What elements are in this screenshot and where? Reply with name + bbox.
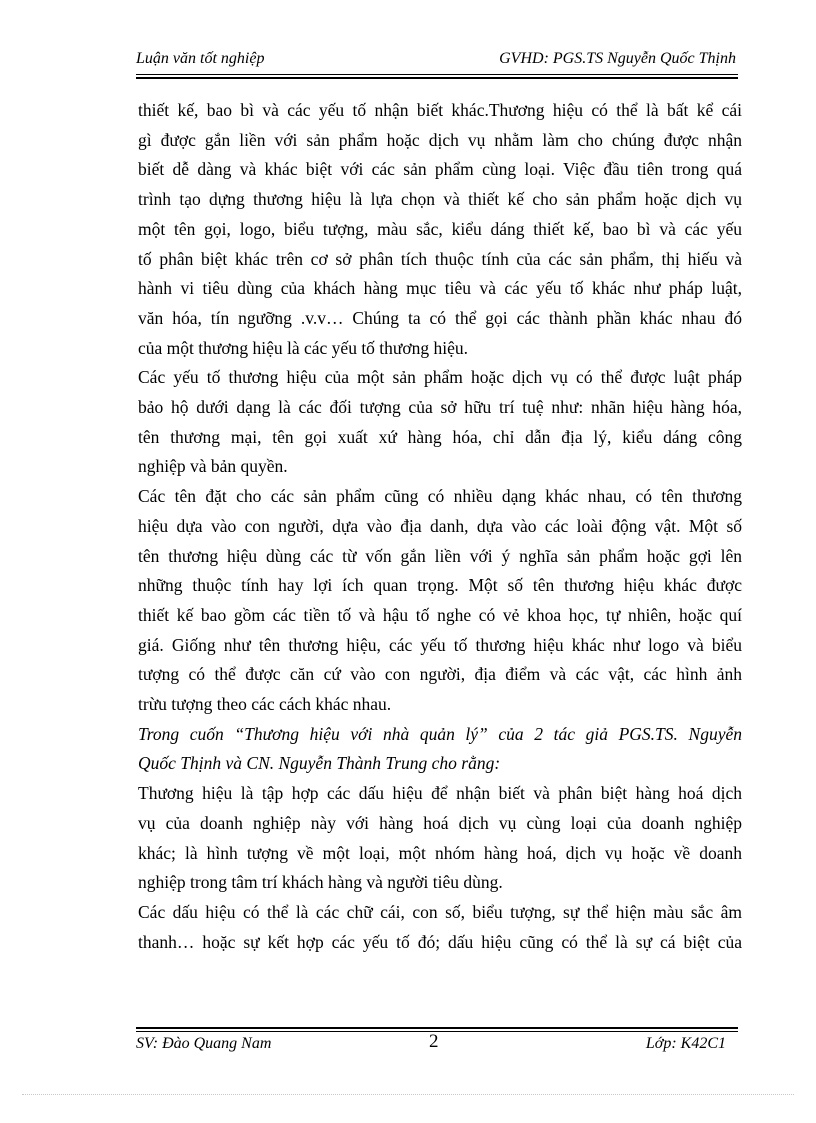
header-rule-thin <box>136 74 738 75</box>
paragraph-citation <box>138 720 742 779</box>
text-line: Quốc Thịnh và CN. Nguyễn Thành Trung cho rằng: <box>138 753 501 774</box>
text-line: Các yếu tố thương hiệu của một sản phẩm hoặc dịch vụ có thể được luật pháp <box>138 367 742 388</box>
text-line: tượng có thể được căn cứ vào con người, địa điểm và các vật, các hình ảnh <box>138 664 742 685</box>
text-line: tên thương mại, tên gọi xuất xứ hàng hóa, chỉ dẫn địa lý, kiểu dáng công <box>138 426 742 447</box>
text-line: giá. Giống như tên thương hiệu, các yếu tố thương hiệu khác như logo và biểu <box>138 634 742 655</box>
text-line: gì được gắn liền với sản phẩm hoặc dịch vụ nhằm làm cho chúng được nhận <box>138 129 742 150</box>
text-line: một tên gọi, logo, biểu tượng, màu sắc, kiểu dáng thiết kế, bao bì và các yếu <box>138 218 742 239</box>
text-line: bảo hộ dưới dạng là các đối tượng của sở hữu trí tuệ như: nhãn hiệu hàng hóa, <box>138 397 742 418</box>
text-line: Các dấu hiệu có thể là các chữ cái, con số, biểu tượng, sự thể hiện màu sắc âm <box>138 901 742 922</box>
text-line: khác; là hình tượng về một loại, một nhóm hàng hoá, dịch vụ hoặc về doanh <box>138 842 742 863</box>
text-line: thanh… hoặc sự kết hợp các yếu tố đó; dấu hiệu cũng có thể là sự cá biệt của <box>138 931 742 952</box>
text-line: văn hóa, tín ngưỡng .v.v… Chúng ta có thể gọi các thành phần khác nhau đó <box>138 307 742 328</box>
page-footer <box>136 1032 738 1056</box>
footer-rule-thick <box>136 1027 738 1029</box>
header-rule-thick <box>136 77 738 79</box>
text-line: hành vi tiêu dùng của khách hàng mục tiêu và các yếu tố khác như pháp luật, <box>138 278 742 299</box>
text-line: vụ của doanh nghiệp này với hàng hoá dịch vụ cùng loại của doanh nghiệp <box>138 812 742 833</box>
text-line: Các tên đặt cho các sản phẩm cũng có nhiều dạng khác nhau, có tên thương <box>138 486 742 507</box>
paragraph-legal-protection <box>138 363 742 482</box>
paragraph-brand-names <box>138 482 742 720</box>
page-header <box>136 47 738 71</box>
text-line: những thuộc tính hay lợi ích quan trọng. Một số tên thương hiệu khác được <box>138 575 742 596</box>
page-number: 2 <box>429 1031 439 1052</box>
text-line: nghiệp và bản quyền. <box>138 456 288 477</box>
paragraph-definition <box>138 779 742 898</box>
paragraph-brand-elements <box>138 96 742 363</box>
text-line: trình tạo dựng thương hiệu là lựa chọn và thiết kế cho sản phẩm hoặc dịch vụ <box>138 189 742 210</box>
text-line: nghiệp trong tâm trí khách hàng và người tiêu dùng. <box>138 872 503 893</box>
text-line: thiết kế bao gồm các tiền tố và hậu tố nghe có vẻ khoa học, tự nhiên, hoặc quí <box>138 604 742 625</box>
text-line: tên thương hiệu dùng các từ vốn gắn liền với ý nghĩa sản phẩm hoặc gợi lên <box>138 545 742 566</box>
text-line: trừu tượng theo các cách khác nhau. <box>138 694 392 715</box>
header-advisor: GVHD: PGS.TS Nguyễn Quốc Thịnh <box>499 50 736 67</box>
header-thesis-title: Luận văn tốt nghiệp <box>136 50 265 67</box>
page-boundary-line <box>22 1094 794 1095</box>
text-line: biết dễ dàng và khác biệt với các sản phẩm cùng loại. Việc đầu tiên trong quá <box>138 159 742 180</box>
paragraph-signs <box>138 898 742 957</box>
text-line: hiệu dựa vào con người, dựa vào địa danh, dựa vào các loài động vật. Một số <box>138 515 742 536</box>
footer-student-name: SV: Đào Quang Nam <box>136 1035 272 1052</box>
text-line: Trong cuốn “Thương hiệu với nhà quản lý” của 2 tác giả PGS.TS. Nguyễn <box>138 723 742 744</box>
body-text <box>138 96 742 957</box>
footer-class: Lớp: K42C1 <box>645 1035 726 1052</box>
text-line: của một thương hiệu là các yếu tố thương hiệu. <box>138 337 469 358</box>
text-line: tố phân biệt khác trên cơ sở phân tích thuộc tính của các sản phẩm, thị hiếu và <box>138 248 742 269</box>
text-line: Thương hiệu là tập hợp các dấu hiệu để nhận biết và phân biệt hàng hoá dịch <box>138 783 742 804</box>
text-line: thiết kế, bao bì và các yếu tố nhận biết khác.Thương hiệu có thể là bất kể cái <box>138 100 742 120</box>
